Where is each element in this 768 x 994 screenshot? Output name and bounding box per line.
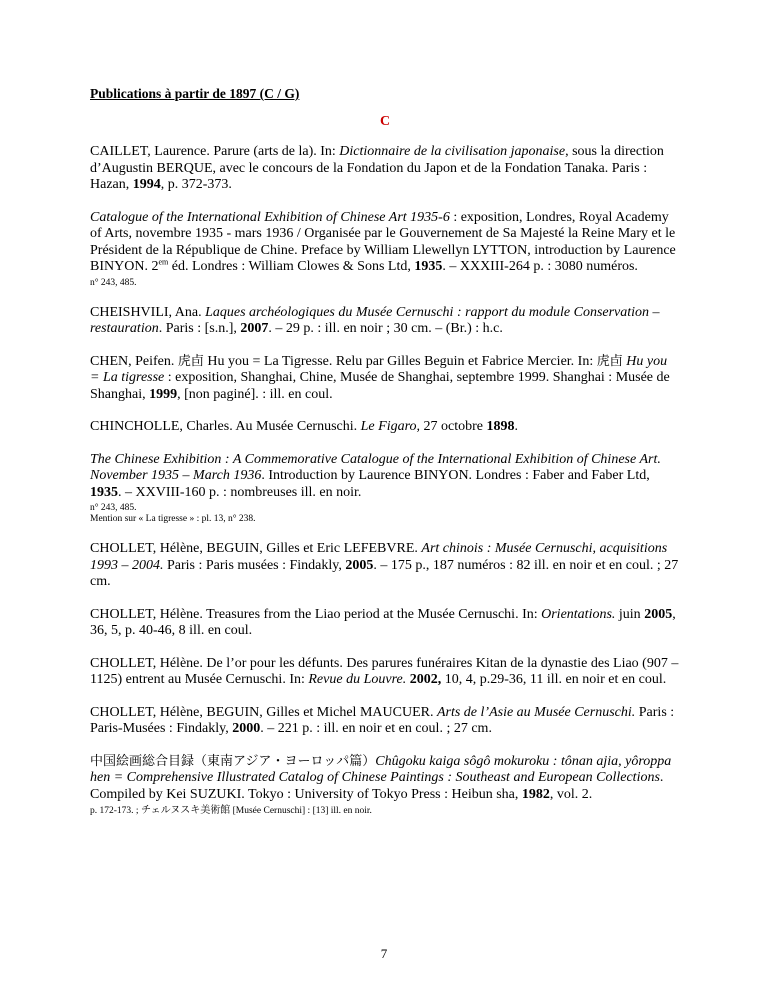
bib-entry-catalogue-1935: Catalogue of the International Exhibition of Chinese Art 1935-6 : exposition, Londres, Royal Academy of Arts, novembre 1935 - mars 1936 / Organisée par le Gouvernement de Sa Majesté la Reine Mary et le Président de la République de Chine. Preface by William Llewellyn LYTTON, introduction by Laurence BINYON. $2^{em}$ éd. Londres : William Clowes & Sons Ltd, 1935. – XXXIII-264 p. : 3080 numéros. n° 243, 485. [90,210,680,289]
bib-entry-chugoku-kaiga: 中国絵画総合目録（東南アジア・ヨーロッパ篇）Chûgoku kaiga sôgô mokuroku : tônan ajia, yôroppa hen = Comprehensive Illustrated Catalog of Chinese Paintings : Southeast and European Collections. Compiled by Kei SUZUKI. Tokyo : University of Tokyo Press : Heibun sha, 1982, vol. 2. p. 172-173. ; チェルヌスキ美術館 [Musée Cernuschi] : [13] ill. en noir. [90,754,680,818]
entry-note: p. 172-173. ; チェルヌスキ美術館 [Musée Cernuschi] : [13] ill. en noir. [90,805,372,816]
bib-entry-chinese-exhibition: The Chinese Exhibition : A Commemorative Catalogue of the International Exhibition of Chinese Art. November 1935 – March 1936. Introduction by Laurence BINYON. Londres : Faber and Faber Ltd, 1935. – XXVIII-160 p. : nombreuses ill. en noir. n° 243, 485. Mention sur « La tigresse » : pl. 13, n° 238. [90,452,680,526]
entry-note: n° 243, 485. [90,503,137,513]
bib-entry-chollet-2005-orientations: CHOLLET, Hélène. Treasures from the Liao period at the Musée Cernuschi. In: Orientations. juin 2005, 36, 5, p. 40-46, 8 ill. en coul. [90,606,676,638]
bib-entry-cheishvili: CHEISHVILI, Ana. Laques archéologiques du Musée Cernuschi : rapport du module Conservation – restauration. Paris : [s.n.], 2007. – 29 p. : ill. en noir ; 30 cm. – (Br.) : h.c. [90,304,660,336]
bib-entry-chollet-2000: CHOLLET, Hélène, BEGUIN, Gilles et Michel MAUCUER. Arts de l’Asie au Musée Cernuschi. Paris : Paris-Musées : Findakly, 2000. – 221 p. : ill. en noir et en coul. ; 27 cm. [90,704,675,736]
bib-entry-chincholle: CHINCHOLLE, Charles. Au Musée Cernuschi. Le Figaro, 27 octobre 1898. [90,419,518,434]
document-page [90,86,680,833]
bib-entry-chollet-2002: CHOLLET, Hélène. De l’or pour les défunts. Des parures funéraires Kitan de la dynastie des Liao (907 – 1125) entrent au Musée Cernuschi. In: Revue du Louvre. 2002, 10, 4, p.29-36, 11 ill. en noir et en coul. [90,655,679,687]
entry-note: Mention sur « La tigresse » : pl. 13, n° 238. [90,514,256,524]
bib-entry-caillet: CAILLET, Laurence. Parure (arts de la). In: Dictionnaire de la civilisation japonaise, sous la direction d’Augustin BERQUE, avec le concours de la Fondation du Japon et de la Fondation Tanaka. Paris : Hazan, 1994, p. 372-373. [90,144,664,192]
page-heading: Publications à partir de 1897 (C / G) [90,86,300,101]
bib-entry-chen: CHEN, Peifen. 虎卣 Hu you = La Tigresse. Relu par Gilles Beguin et Fabrice Mercier. In: 虎卣 Hu you = La tigresse : exposition, Shanghai, Chine, Musée de Shanghai, septembre 1999. Shanghai : Musée de Shanghai, 1999, [non paginé]. : ill. en coul. [90,353,670,402]
bib-entry-chollet-2005-art: CHOLLET, Hélène, BEGUIN, Gilles et Eric LEFEBVRE. Art chinois : Musée Cernuschi, acquisitions 1993 – 2004. Paris : Paris musées : Findakly, 2005. – 175 p., 187 numéros : 82 ill. en noir et en coul. ; 27 cm. [90,541,679,589]
page-number: 7 [380,946,388,961]
section-letter: C [379,114,391,129]
entry-note: n° 243, 485. [90,277,137,288]
